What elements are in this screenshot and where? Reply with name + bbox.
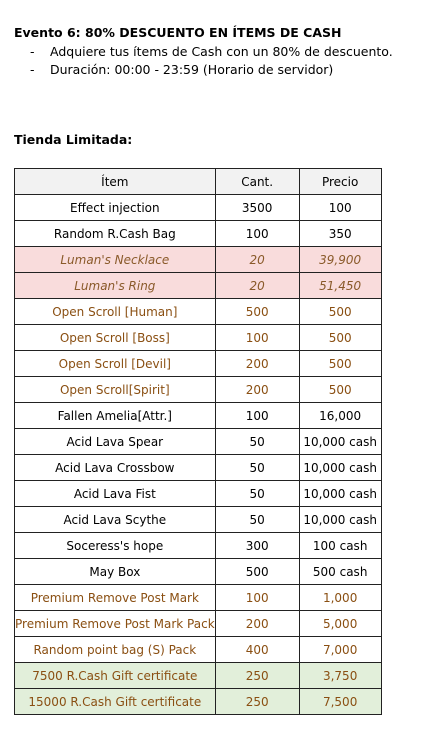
table-row	[15, 429, 382, 455]
table-row	[15, 273, 382, 299]
cell-item: Random R.Cash Bag	[15, 221, 216, 247]
table-row	[15, 455, 382, 481]
cell-price: 500 cash	[299, 559, 381, 585]
cell-price: 10,000 cash	[299, 507, 381, 533]
cell-price: 39,900	[299, 247, 381, 273]
table-row	[15, 325, 382, 351]
event-detail-item	[30, 61, 393, 79]
cell-item: Random point bag (S) Pack	[15, 637, 216, 663]
cell-price: 1,000	[299, 585, 381, 611]
table-row	[15, 195, 382, 221]
column-header-price: Precio	[299, 169, 381, 195]
cell-item: Open Scroll [Boss]	[15, 325, 216, 351]
table-row	[15, 585, 382, 611]
table-header-row	[15, 169, 382, 195]
cell-item: 15000 R.Cash Gift certificate	[15, 689, 216, 715]
cell-qty: 100	[215, 325, 299, 351]
cell-item: Open Scroll [Human]	[15, 299, 216, 325]
cell-price: 500	[299, 377, 381, 403]
cell-qty: 50	[215, 507, 299, 533]
cell-item: Open Scroll [Devil]	[15, 351, 216, 377]
cell-price: 100	[299, 195, 381, 221]
cell-price: 100 cash	[299, 533, 381, 559]
event-detail-text: Duración: 00:00 - 23:59 (Horario de servidor)	[50, 62, 334, 77]
table-row	[15, 221, 382, 247]
cell-price: 500	[299, 351, 381, 377]
cell-qty: 300	[215, 533, 299, 559]
shop-title: Tienda Limitada:	[14, 132, 133, 147]
cell-price: 7,500	[299, 689, 381, 715]
cell-qty: 100	[215, 403, 299, 429]
cell-qty: 200	[215, 351, 299, 377]
cell-item: Fallen Amelia[Attr.]	[15, 403, 216, 429]
cell-qty: 50	[215, 481, 299, 507]
shop-table-body	[15, 195, 382, 715]
table-row	[15, 663, 382, 689]
cell-price: 7,000	[299, 637, 381, 663]
cell-qty: 100	[215, 221, 299, 247]
cell-item: Premium Remove Post Mark	[15, 585, 216, 611]
cell-item: Acid Lava Scythe	[15, 507, 216, 533]
table-row	[15, 689, 382, 715]
cell-item: Open Scroll[Spirit]	[15, 377, 216, 403]
cell-item: Effect injection	[15, 195, 216, 221]
cell-qty: 50	[215, 429, 299, 455]
cell-item: Acid Lava Fist	[15, 481, 216, 507]
table-row	[15, 247, 382, 273]
event-title: Evento 6: 80% DESCUENTO EN ÍTEMS DE CASH	[14, 25, 342, 40]
cell-price: 350	[299, 221, 381, 247]
cell-qty: 50	[215, 455, 299, 481]
table-row	[15, 377, 382, 403]
event-detail-item	[30, 43, 393, 61]
column-header-qty: Cant.	[215, 169, 299, 195]
event-detail-text: Adquiere tus ítems de Cash con un 80% de descuento.	[50, 44, 393, 59]
cell-item: 7500 R.Cash Gift certificate	[15, 663, 216, 689]
cell-price: 51,450	[299, 273, 381, 299]
bullet-dash: -	[30, 62, 35, 77]
column-header-item: Ítem	[15, 169, 216, 195]
cell-price: 10,000 cash	[299, 455, 381, 481]
cell-qty: 250	[215, 689, 299, 715]
cell-item: Luman's Necklace	[15, 247, 216, 273]
cell-qty: 200	[215, 377, 299, 403]
table-row	[15, 637, 382, 663]
cell-price: 10,000 cash	[299, 481, 381, 507]
table-row	[15, 351, 382, 377]
cell-qty: 3500	[215, 195, 299, 221]
table-row	[15, 533, 382, 559]
cell-qty: 20	[215, 273, 299, 299]
cell-qty: 250	[215, 663, 299, 689]
cell-item: Acid Lava Crossbow	[15, 455, 216, 481]
cell-price: 5,000	[299, 611, 381, 637]
cell-qty: 400	[215, 637, 299, 663]
cell-qty: 200	[215, 611, 299, 637]
table-row	[15, 481, 382, 507]
cell-price: 10,000 cash	[299, 429, 381, 455]
event-details-list	[30, 43, 393, 79]
table-row	[15, 559, 382, 585]
cell-price: 500	[299, 299, 381, 325]
cell-price: 500	[299, 325, 381, 351]
table-row	[15, 611, 382, 637]
bullet-dash: -	[30, 44, 35, 59]
table-row	[15, 403, 382, 429]
table-row	[15, 299, 382, 325]
cell-price: 16,000	[299, 403, 381, 429]
cell-qty: 100	[215, 585, 299, 611]
cell-item: Luman's Ring	[15, 273, 216, 299]
cell-item: May Box	[15, 559, 216, 585]
cell-qty: 20	[215, 247, 299, 273]
table-row	[15, 507, 382, 533]
cell-item: Soceress's hope	[15, 533, 216, 559]
cell-item: Premium Remove Post Mark Pack	[15, 611, 216, 637]
cell-qty: 500	[215, 299, 299, 325]
cell-qty: 500	[215, 559, 299, 585]
cell-price: 3,750	[299, 663, 381, 689]
cell-item: Acid Lava Spear	[15, 429, 216, 455]
shop-table	[14, 168, 382, 715]
